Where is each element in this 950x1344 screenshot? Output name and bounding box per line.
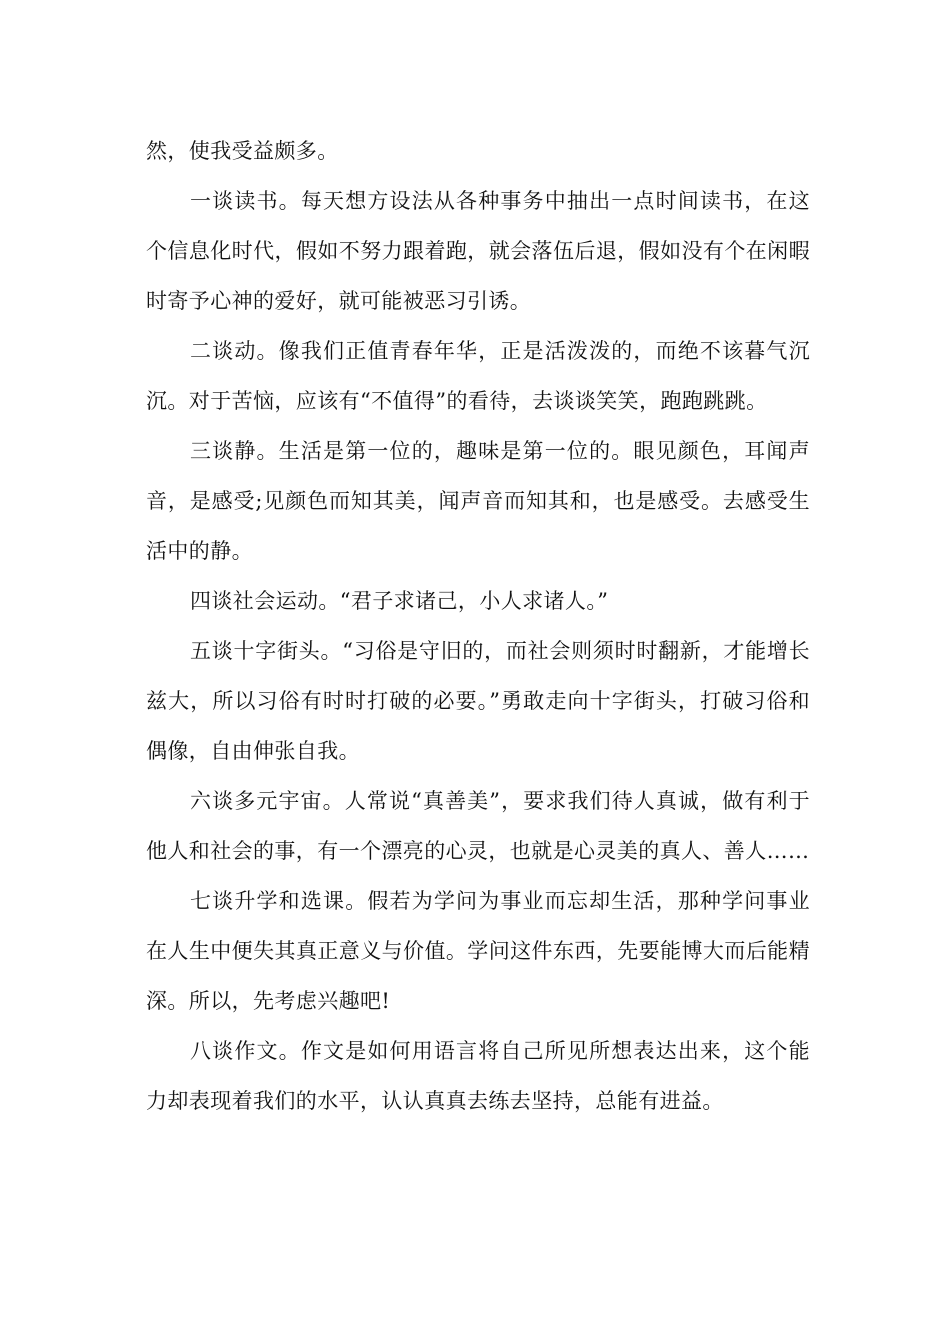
paragraph-stillness: 三谈静。生活是第一位的，趣味是第一位的。眼见颜色，耳闻声音，是感受;见颜色而知其美，闻声音而知其和，也是感受。去感受生活中的静。 — [146, 439, 810, 563]
paragraph-continuation: 然，使我受益颇多。 — [146, 139, 339, 163]
paragraph-crossroads: 五谈十字街头。“习俗是守旧的，而社会则须时时翻新，才能增长兹大，所以习俗有时时打破的必要。”勇敢走向十字街头，打破习俗和偶像，自由伸张自我。 — [146, 639, 810, 763]
paragraph-course-selection: 七谈升学和选课。假若为学问为事业而忘却生活，那种学问事业在人生中便失其真正意义与价值。学问这件东西，先要能博大而后能精深。所以，先考虑兴趣吧! — [146, 889, 810, 1013]
paragraph-multiverse: 六谈多元宇宙。人常说“真善美”，要求我们待人真诚，做有利于他人和社会的事，有一个漂亮的心灵，也就是心灵美的真人、善人…… — [146, 789, 810, 863]
paragraph-reading: 一谈读书。每天想方设法从各种事务中抽出一点时间读书，在这个信息化时代，假如不努力跟着跑，就会落伍后退，假如没有个在闲暇时寄予心神的爱好，就可能被恶习引诱。 — [146, 189, 810, 313]
document-body — [146, 126, 810, 1126]
paragraph-writing: 八谈作文。作文是如何用语言将自己所见所想表达出来，这个能力却表现着我们的水平，认认真真去练去坚持，总能有进益。 — [146, 1039, 810, 1113]
paragraph-movement: 二谈动。像我们正值青春年华，正是活泼泼的，而绝不该暮气沉沉。对于苦恼，应该有“不值得”的看待，去谈谈笑笑，跑跑跳跳。 — [146, 339, 810, 413]
paragraph-social-movement: 四谈社会运动。“君子求诸己，小人求诸人。” — [190, 589, 609, 613]
